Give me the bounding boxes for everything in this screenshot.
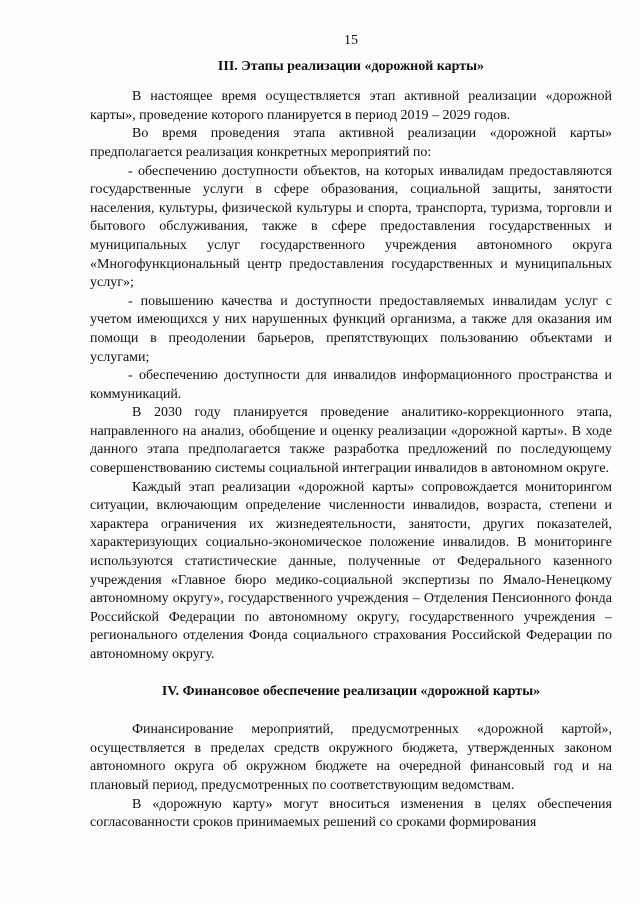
paragraph-changes: В «дорожную карту» могут вноситься изменения в целях обеспечения согласованности сроков принимаемых решений со сроками формирования bbox=[90, 796, 612, 831]
section-4-heading: IV. Финансовое обеспечение реализации «дорожной карты» bbox=[161, 683, 541, 699]
paragraph-measures-intro: Во время проведения этапа активной реализации «дорожной карты» предполагается реализация конкретных мероприятий по: bbox=[90, 126, 612, 160]
section-3-heading: III. Этапы реализации «дорожной карты» bbox=[217, 58, 485, 74]
list-item: - обеспечению доступности объектов, на которых инвалидам предоставляются государственные услуги в сфере образования, социальной защиты, занятости населения, культуры, физической культуры и спорта, транспорта, туризма, торговли и бытового обслуживания, также в сфере предоставления государственных и муниципальных услуг государственного учреждения автономного округа «Многофункциональный центр предоставления государственных и муниципальных услуг»; bbox=[90, 163, 612, 291]
list-item: - повышению качества и доступности предоставляемых инвалидам услуг с учетом имеющихся у них нарушенных функций организма, а также для оказания им помощи в преодолении барьеров, препятствующих пользованию объектами и услугами; bbox=[90, 293, 612, 365]
paragraph-active-stage: В настоящее время осуществляется этап активной реализации «дорожной карты», проведение которого планируется в период 2019 – 2029 годов. bbox=[90, 89, 612, 123]
page-number: 15 bbox=[344, 33, 358, 48]
list-item: - обеспечению доступности для инвалидов информационного пространства и коммуникаций. bbox=[90, 368, 612, 402]
paragraph-financing: Финансирование мероприятий, предусмотренных «дорожной картой», осуществляется в пределах средств окружного бюджета, утвержденных законом автономного округа об окружном бюджете на очередной финансовый год и на плановый период, предусмотренных по соответствующим ведомствам. bbox=[90, 722, 612, 793]
paragraph-monitoring: Каждый этап реализации «дорожной карты» сопровождается мониторингом ситуации, включающим определение численности инвалидов, возраста, степени и характера ограничения их жизнедеятельности, занятости, других показателей, характеризующих социально-экономическое положение инвалидов. В мониторинге используются статистические данные, полученные от Федерального казенного учреждения «Главное бюро медико-социальной экспертизы по Ямало-Ненецкому автономному округу», государственного учреждения – Отделения Пенсионного фонда Российской Федерации по автономному округу, государственного учреждения – регионального отделения Фонда социального страхования Российской Федерации по автономному округу. bbox=[90, 479, 612, 662]
paragraph-analytical-stage: В 2030 году планируется проведение аналитико-коррекционного этапа, направленного на анализ, обобщение и оценку реализации «дорожной карты». В ходе данного этапа предполагается также разработка предложений по последующему совершенствованию системы социальной интеграции инвалидов в автономном округе. bbox=[90, 405, 612, 477]
